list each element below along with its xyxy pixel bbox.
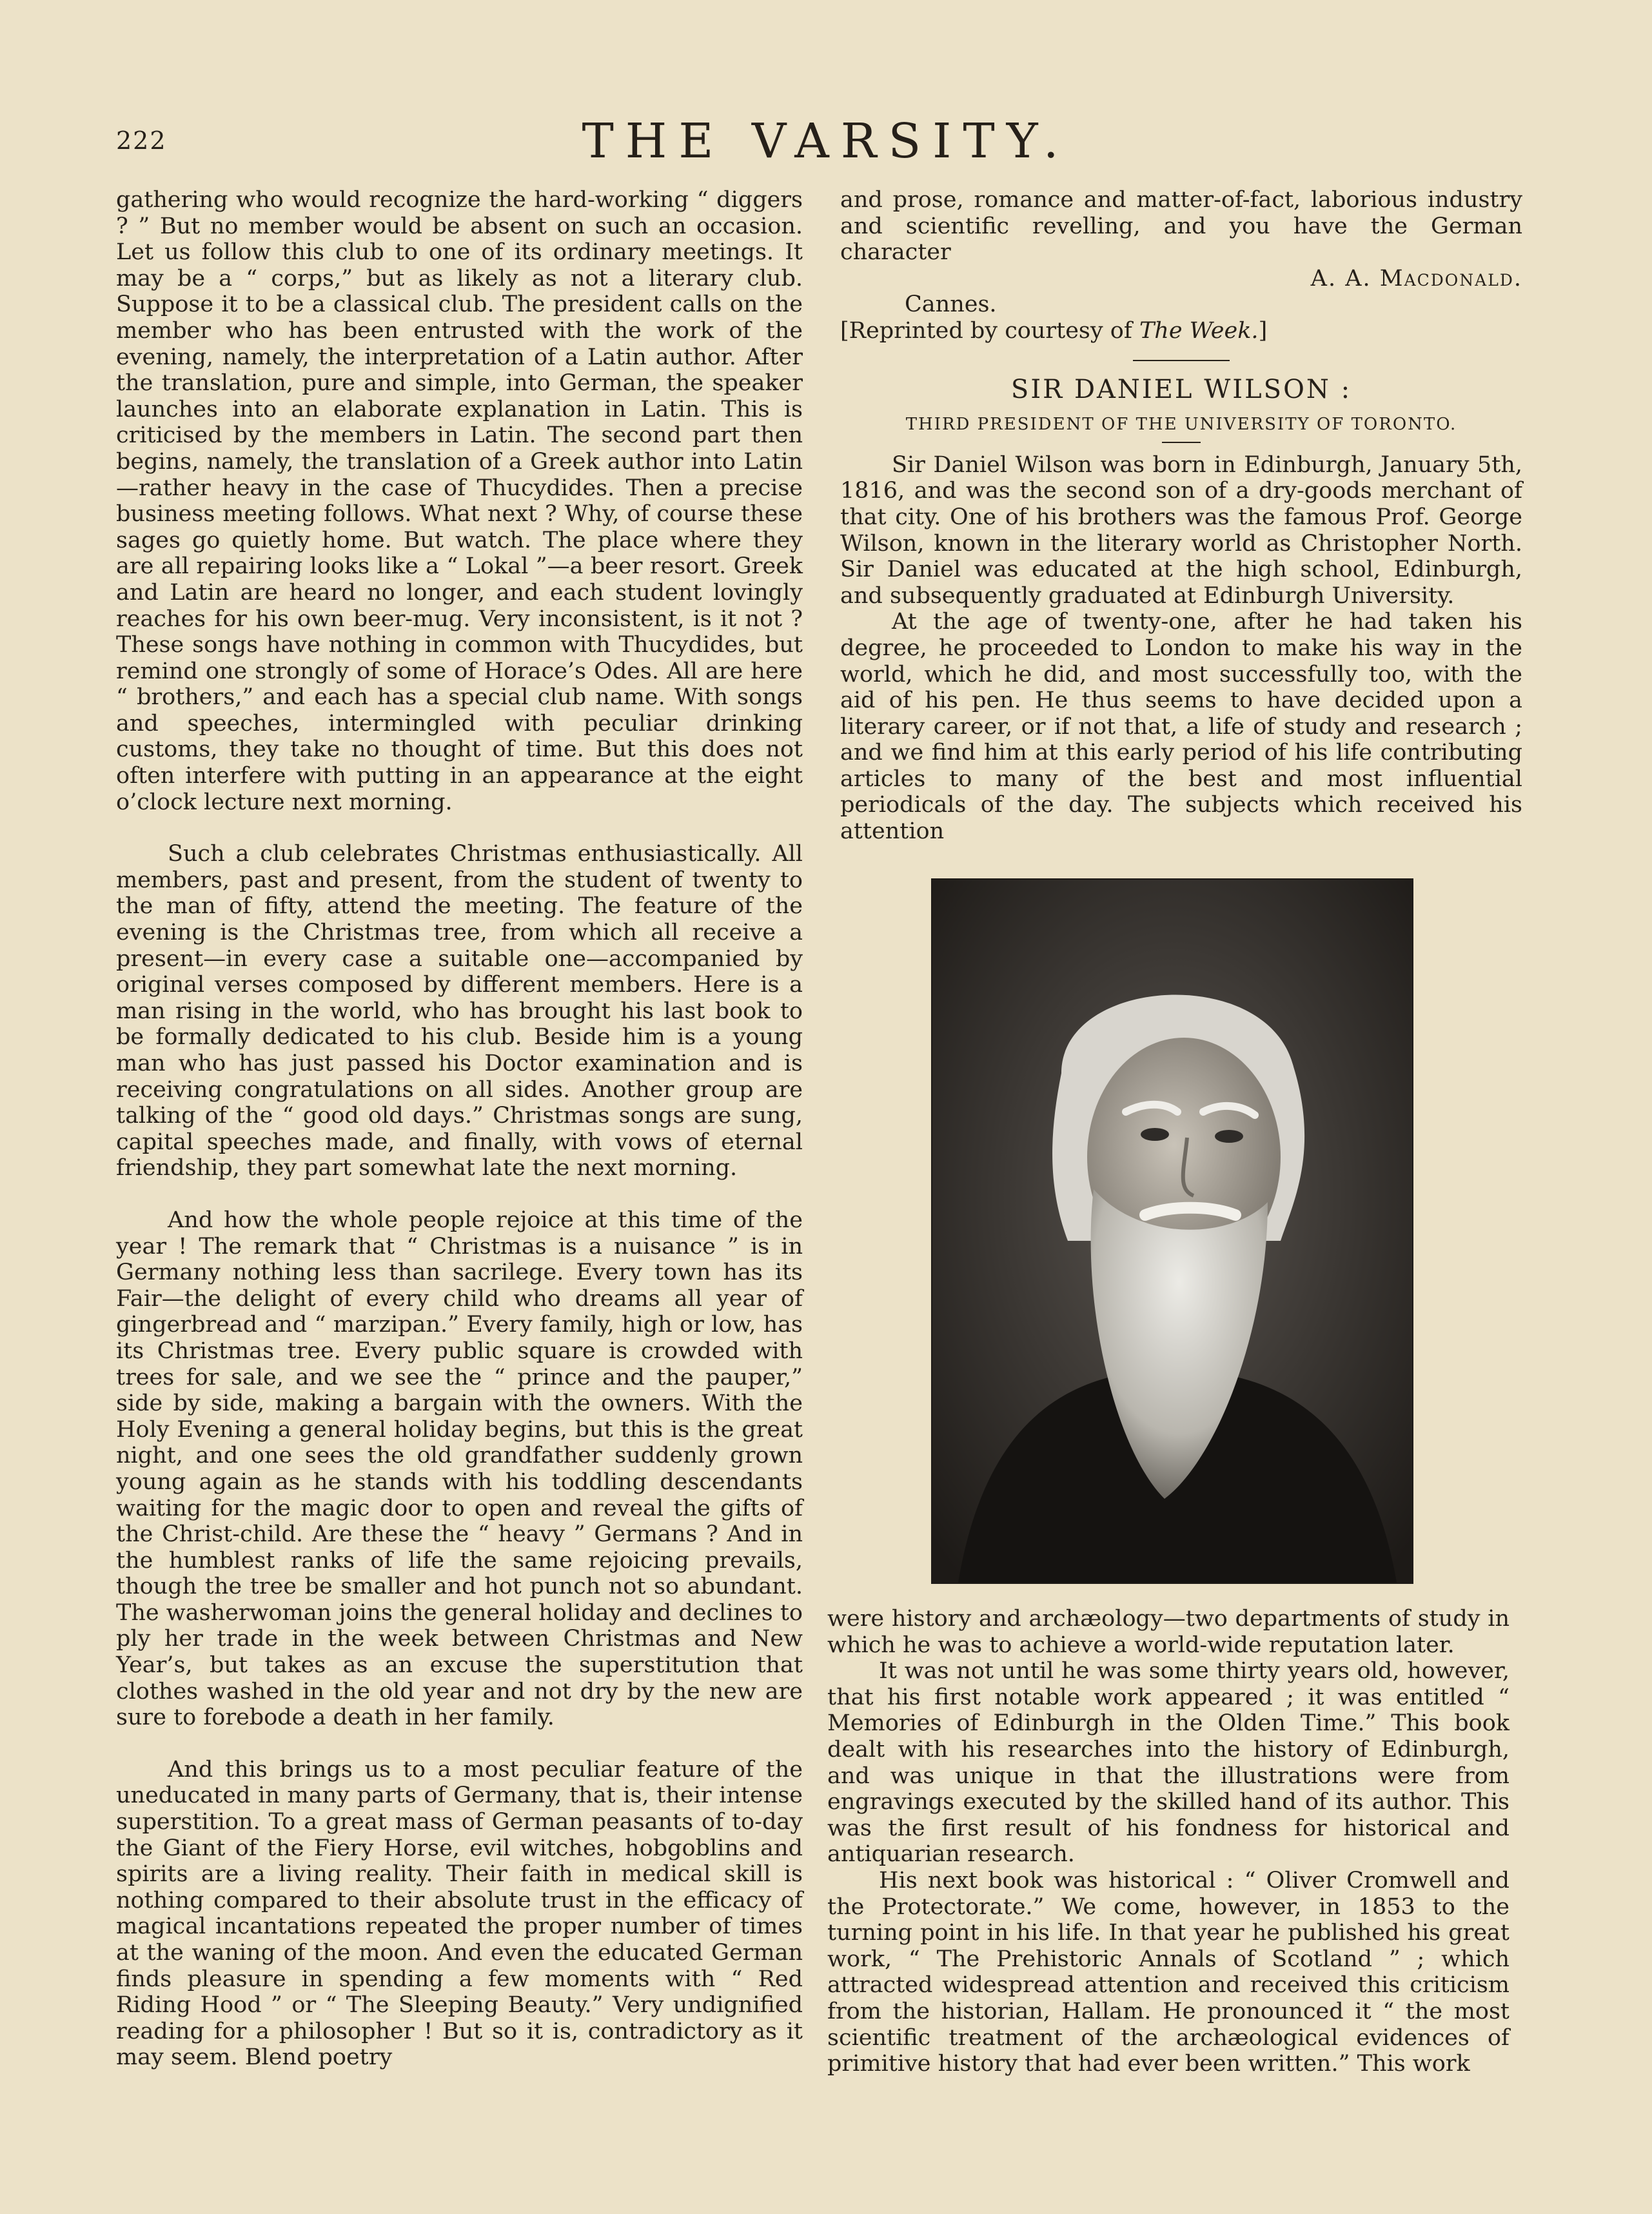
article-paragraph: At the age of twenty-one, after he had taken his degree, he proceeded to London to make his way in the world, which he did, and most successfully too, with the aid of his pen. He thus seems to have decided upon a literary career, or if not that, a life of study and research ; and we find him at this early period of his life contributing articles to many of the best and most influential periodicals of the day. The subjects which received his attention (840, 609, 1522, 845)
dateline-place: Cannes. (905, 292, 997, 318)
article-paragraph: Sir Daniel Wilson was born in Edinburgh, January 5th, 1816, and was the second son of a dry-goods merchant of that city. One of his brothers was the famous Prof. George Wilson, known in the literary world as Christopher North. Sir Daniel was educated at the high school, Edinburgh, and subsequently graduated at Edinburgh University. (840, 451, 1522, 609)
article-paragraph: His next book was historical : “ Oliver Cromwell and the Protectorate.” We come, however, in 1853 to the turning point in his life. In that year he published his great work, “ The Prehistoric Annals of Scotland ” ; which attracted widespread attention and received this criticism from the historian, Hallam. He pronounced it “ the most scientific treatment of the archæological evidences of primitive history that had ever been written.” This work (827, 1867, 1509, 2077)
article-title: SIR DANIEL WILSON : (1010, 374, 1352, 404)
article-paragraph: gathering who would recognize the hard-working “ diggers ? ” But no member would be absent on such an occasion. Let us follow this club to one of its ordinary meetings. It may be a “ corps,” but as likely as not a literary club. Suppose it to be a classical club. The president calls on the member who has been entrusted with the work of the evening, namely, the interpretation of a Latin author. After the translation, pure and simple, into German, the speaker launches into an elaborate explanation in Latin. This is criticised by the members in Latin. The second part then begins, namely, the translation of a Greek author into Latin—rather heavy in the case of Thucydides. Then a precise business meeting follows. What next ? Why, of course these sages go quietly home. But watch. The place where they are all repairing looks like a “ Lokal ”—a beer resort. Greek and Latin are heard no longer, and each student lovingly reaches for his own beer-mug. Very inconsistent, is it not ? These songs have nothing in common with Thucydides, but remind one strongly of some of Horace’s Odes. All are here “ brothers,” and each has a special club name. With songs and speeches, intermingled with peculiar drinking customs, they take no thought of time. But this does not often interfere with putting in an appearance at the eight o’clock lecture next morning. (116, 187, 803, 815)
author-signature: A. A. Macdonald. (1310, 265, 1522, 292)
right-column-top (840, 187, 1522, 845)
article-subtitle: THIRD PRESIDENT OF THE UNIVERSITY OF TORONTO. (905, 415, 1457, 435)
article-paragraph: And how the whole people rejoice at this time of the year ! The remark that “ Christmas is a nuisance ” is in Germany nothing less than sacrilege. Every town has its Fair—the delight of every child who dreams all year of gingerbread and “ marzipan.” Every family, high or low, has its Christmas tree. Every public square is crowded with trees for sale, and we see the “ prince and the pauper,” side by side, making a bargain with the owners. With the Holy Evening a general holiday begins, but this is the great night, and one sees the old grandfather suddenly grown young again as he stands with his toddling descendants waiting for the magic door to open and reveal the gifts of the Christ-child. Are these the “ heavy ” Germans ? And in the humblest ranks of life the same rejoicing prevails, though the tree be smaller and hot punch not so abundant. The washerwoman joins the general holiday and declines to ply her trade in the week between Christmas and New Year’s, but takes as an excuse the superstitution that clothes washed in the old year and not dry by the new are sure to forebode a death in her family. (116, 1207, 803, 1731)
page-number: 222 (116, 126, 167, 155)
masthead-title: THE VARSITY. (582, 114, 1070, 169)
reprint-suffix: ] (1258, 317, 1268, 344)
portrait-photo (931, 878, 1413, 1584)
subtitle-divider (1162, 442, 1201, 443)
reprint-note (840, 318, 1522, 344)
left-column (116, 187, 803, 2071)
right-column-bottom (827, 1606, 1509, 2077)
portrait-illustration (932, 880, 1412, 1583)
article-paragraph: It was not until he was some thirty years old, however, that his first notable work appeared ; it was entitled “ Memories of Edinburgh in the Olden Time.” This book dealt with his researches into the history of Edinburgh, and was unique in that the illustrations were from engravings executed by the skilled hand of its author. This was the first result of his fondness for historical and antiquarian research. (827, 1658, 1509, 1868)
article-continuation: and prose, romance and matter-of-fact, laborious industry and scientific revelling, and you have the German character (840, 187, 1522, 266)
reprint-prefix: [Reprinted by courtesy of (840, 317, 1139, 344)
article-paragraph: Such a club celebrates Christmas enthusiastically. All members, past and present, from the student of twenty to the man of fifty, attend the meeting. The feature of the evening is the Christmas tree, from which all receive a present—in every case a suitable one—accompanied by original verses composed by different members. Here is a man rising in the world, who has brought his last book to be formally dedicated to his club. Beside him is a young man who has just passed his Doctor examination and is receiving congratulations on all sides. Another group are talking of the “ good old days.” Christmas songs are sung, capital speeches made, and finally, with vows of eternal friendship, they part somewhat late the next morning. (116, 841, 803, 1181)
reprint-source: The Week. (1139, 317, 1259, 344)
section-divider (1133, 360, 1230, 361)
article-paragraph: And this brings us to a most peculiar feature of the uneducated in many parts of Germany, that is, their intense superstition. To a great mass of German peasants of to-day the Giant of the Fiery Horse, evil witches, hobgoblins and spirits are a living reality. Their faith in medical skill is nothing compared to their absolute trust in the efficacy of magical incantations repeated the proper number of times at the waning of the moon. And even the educated German finds pleasure in spending a few moments with “ Red Riding Hood ” or “ The Sleeping Beauty.” Very undignified reading for a philosopher ! But so it is, contradictory as it may seem. Blend poetry (116, 1756, 803, 2071)
article-paragraph: were history and archæology—two departments of study in which he was to achieve a world-wide reputation later. (827, 1606, 1509, 1658)
